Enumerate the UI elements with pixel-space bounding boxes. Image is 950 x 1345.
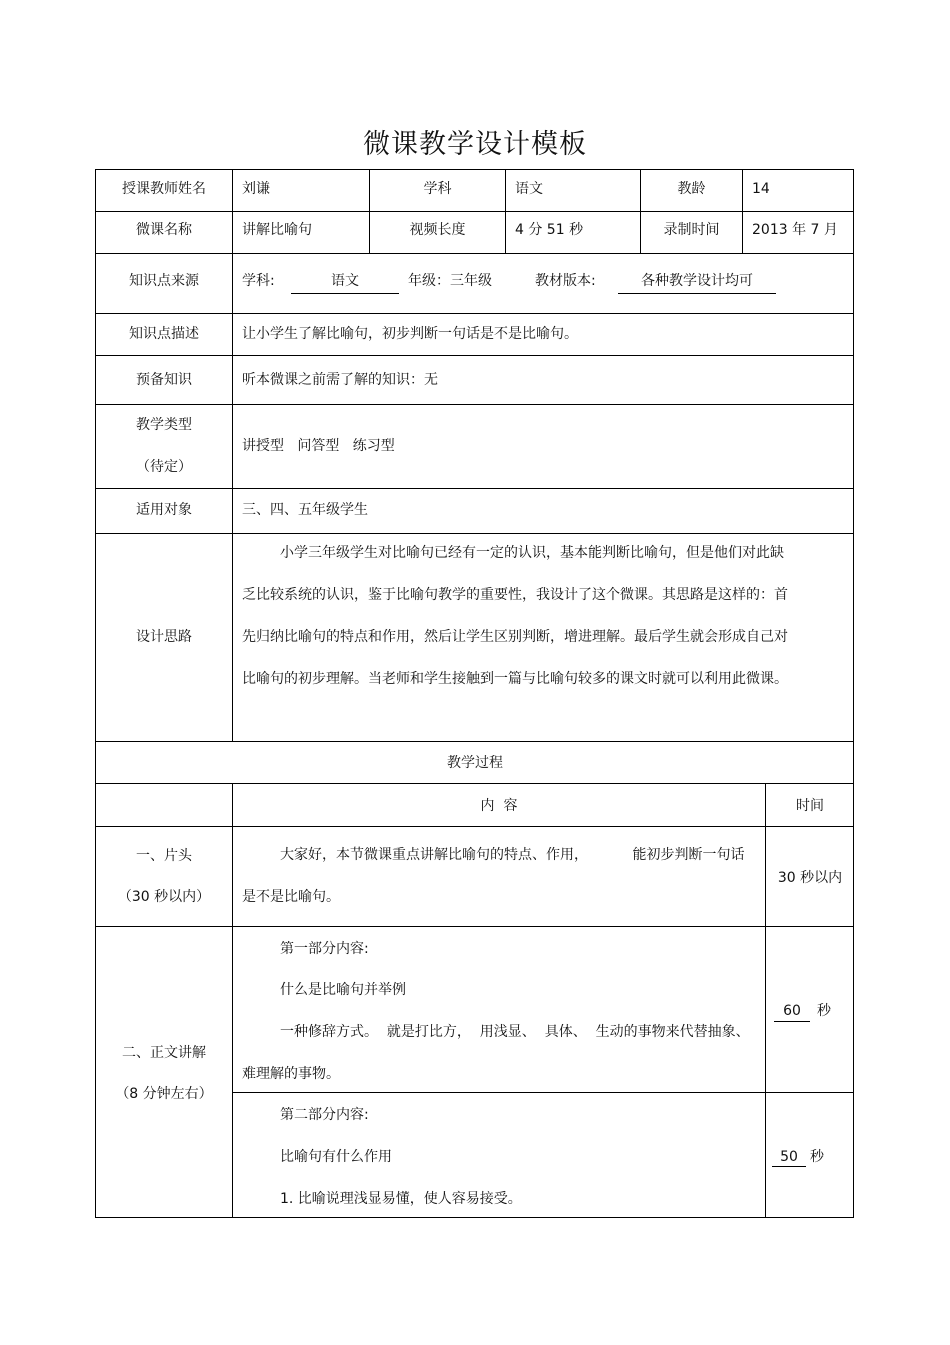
video-length-label: 视频长度 — [409, 222, 466, 238]
record-time-label: 录制时间 — [663, 222, 720, 238]
source-grade: 年级：三年级 — [408, 273, 492, 289]
content-header: 内 容 — [480, 798, 518, 814]
source-subject-prefix: 学科: — [242, 273, 275, 289]
record-time-value: 2013 年 7 月 — [752, 222, 838, 238]
teacher-name-value: 刘谦 — [242, 181, 270, 197]
intro-duration: （30 秒以内） — [117, 889, 211, 905]
teaching-type-value: 讲授型 问答型 练习型 — [242, 438, 395, 454]
knowledge-description-value: 让小学生了解比喻句，初步判断一句话是不是比喻句。 — [242, 326, 578, 342]
source-textbook-prefix: 教材版本: — [535, 273, 596, 289]
teaching-age-label: 教龄 — [677, 181, 706, 197]
teaching-type-label: 教学类型 — [136, 417, 192, 433]
prerequisite-label: 预备知识 — [136, 372, 192, 388]
part2-heading: 第二部分内容: — [280, 1107, 369, 1123]
course-name-label: 微课名称 — [136, 222, 192, 238]
teaching-process-header: 教学过程 — [447, 755, 503, 771]
teaching-type-note: （待定） — [136, 459, 192, 475]
audience-label: 适用对象 — [136, 502, 192, 518]
design-idea-text: 小学三年级学生对比喻句已经有一定的认识，基本能判断比喻句，但是他们对此缺乏比较系统的认识，鉴于比喻句教学的重要性，我设计了这个微课。其思路是这样的：首先归纳比喻句的特点和作用，然后让学生区别判断，增进理解。最后学生就会形成自己对比喻句的初步理解。当老师和学生接触到一篇与比喻句较多的课文时就可以利用此微课。 — [242, 545, 788, 687]
part2-time-value: 50 — [780, 1149, 798, 1165]
part2-subtitle: 比喻句有什么作用 — [280, 1149, 392, 1165]
part1-text: 一种修辞方式。 就是打比方， 用浅显、 具体、 生动的事物来代替抽象、难理解的事物。 — [242, 1024, 750, 1082]
course-name-value: 讲解比喻句 — [242, 222, 312, 238]
subject-value: 语文 — [515, 181, 543, 197]
source-subject-value: 语文 — [331, 273, 359, 289]
knowledge-description-label: 知识点描述 — [129, 326, 199, 342]
knowledge-source-label: 知识点来源 — [129, 273, 199, 289]
intro-time: 30 秒以内 — [777, 870, 843, 886]
teacher-name-label: 授课教师姓名 — [122, 181, 206, 197]
teaching-age-value: 14 — [752, 181, 770, 197]
part1-time-unit: 秒 — [817, 1003, 831, 1019]
part1-time-value: 60 — [783, 1003, 801, 1019]
subject-label: 学科 — [423, 181, 452, 197]
video-length-value: 4 分 51 秒 — [515, 222, 584, 238]
main-section-label: 二、正文讲解 — [122, 1045, 206, 1061]
intro-label: 一、片头 — [136, 848, 192, 864]
time-header: 时间 — [796, 798, 824, 814]
part2-point1: 1. 比喻说理浅显易懂，使人容易接受。 — [280, 1191, 522, 1207]
main-section-duration: （8 分钟左右） — [115, 1086, 213, 1102]
page-title: 微课教学设计模板 — [363, 129, 587, 160]
prerequisite-value: 听本微课之前需了解的知识：无 — [242, 372, 438, 388]
part1-heading: 第一部分内容: — [280, 941, 369, 957]
audience-value: 三、四、五年级学生 — [242, 502, 368, 518]
part1-subtitle: 什么是比喻句并举例 — [280, 982, 406, 998]
design-idea-label: 设计思路 — [136, 629, 192, 645]
intro-text: 大家好，本节微课重点讲解比喻句的特点、作用， 能初步判断一句话是不是比喻句。 — [242, 847, 745, 905]
source-textbook-value: 各种教学设计均可 — [641, 273, 753, 289]
part2-time-unit: 秒 — [810, 1149, 824, 1165]
